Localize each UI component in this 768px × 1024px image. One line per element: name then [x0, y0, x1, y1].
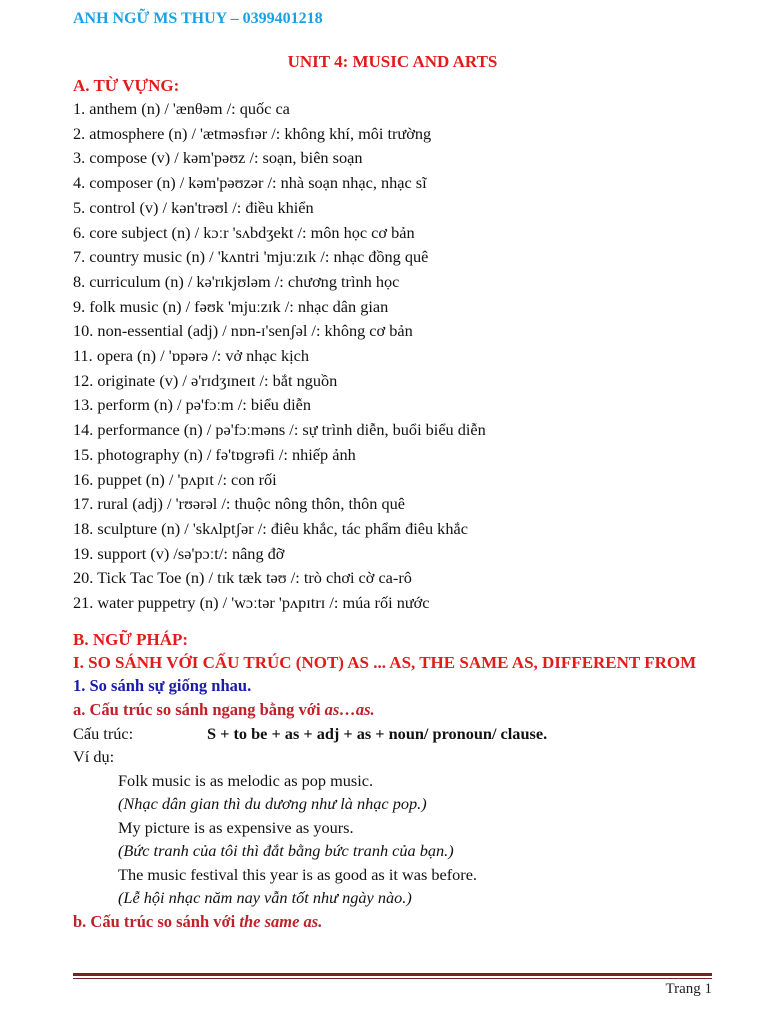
example-vi: (Bức tranh của tôi thì đắt bằng bức tranh của bạn.): [118, 841, 454, 861]
vocab-item: 15. photography (n) / fə'tɒgrəfi /: nhiếp ảnh: [73, 444, 356, 464]
subheading-same-as: [73, 910, 713, 934]
example-vi: (Lễ hội nhạc năm nay vẫn tốt như ngày nào.): [118, 888, 412, 908]
vocab-item: 3. compose (v) / kəm'pəʊz /: soạn, biên soạn: [73, 148, 363, 168]
vocab-item: 10. non-essential (adj) / nɒn-ɪ'senʃəl /: không cơ bản: [73, 321, 413, 341]
page-header: ANH NGỮ MS THUY – 0399401218: [73, 10, 323, 27]
example-en: My picture is as expensive as yours.: [118, 817, 354, 837]
vocab-item: 7. country music (n) / 'kʌntri 'mjuːzɪk /: nhạc đồng quê: [73, 247, 429, 267]
example-en: Folk music is as melodic as pop music.: [118, 770, 374, 790]
page-number: Trang 1: [665, 981, 712, 997]
vocab-item: 8. curriculum (n) / kə'rɪkjʊləm /: chương trình học: [73, 271, 400, 291]
vocab-item: 1. anthem (n) / 'ænθəm /: quốc ca: [73, 99, 290, 118]
vocab-list: [73, 97, 713, 616]
vocab-item: 16. puppet (n) / 'pʌpɪt /: con rối: [73, 469, 277, 489]
vocab-item: 18. sculpture (n) / 'skʌlptʃər /: điêu khắc, tác phẩm điêu khắc: [73, 518, 468, 538]
section-a-heading: A. TỪ VỰNG:: [73, 76, 180, 95]
grammar-heading: I. SO SÁNH VỚI CẤU TRÚC (NOT) AS ... AS, THE SAME AS, DIFFERENT FROM: [73, 652, 697, 672]
vocab-item: 4. composer (n) / kəm'pəʊzər /: nhà soạn nhạc, nhạc sĩ: [73, 173, 427, 193]
example-en: The music festival this year is as good as it was before.: [118, 864, 477, 884]
vocab-item: 2. atmosphere (n) / 'ætməsfɪər /: không khí, môi trường: [73, 123, 432, 143]
subheading-as-as: [73, 698, 713, 722]
example-vi: (Nhạc dân gian thì du dương như là nhạc pop.): [118, 794, 427, 814]
subheading-similarity: 1. So sánh sự giống nhau.: [73, 675, 252, 695]
vocab-item: 5. control (v) / kən'trəʊl /: điều khiển: [73, 197, 314, 217]
vocab-item: 12. originate (v) / ə'rɪdʒɪneɪt /: bắt nguồn: [73, 370, 338, 390]
subheading-as-as-text: a. Cấu trúc so sánh ngang bằng với: [73, 699, 325, 719]
example-label: Ví dụ:: [73, 747, 115, 767]
unit-title: UNIT 4: MUSIC AND ARTS: [287, 52, 498, 71]
vocab-item: 11. opera (n) / 'ɒpərə /: vở nhạc kịch: [73, 346, 309, 366]
subheading-as-as-italic: as…as.: [324, 699, 375, 719]
vocab-item: 21. water puppetry (n) / 'wɔːtər 'pʌpɪtrɪ /: múa rối nước: [73, 593, 430, 613]
footer-rule: [73, 978, 712, 979]
structure-label: Cấu trúc:: [73, 723, 134, 743]
vocab-item: 9. folk music (n) / fəʊk 'mjuːzɪk /: nhạc dân gian: [73, 296, 389, 316]
vocab-item: 20. Tick Tac Toe (n) / tɪk tæk təʊ /: trò chơi cờ ca-rô: [73, 568, 412, 588]
vocab-item: 6. core subject (n) / kɔːr 'sʌbdʒekt /: môn học cơ bản: [73, 222, 415, 242]
footer-rule: [73, 973, 712, 976]
vocab-item: 14. performance (n) / pə'fɔːməns /: sự trình diễn, buổi biểu diễn: [73, 420, 486, 440]
section-b-heading: B. NGỮ PHÁP:: [73, 629, 189, 649]
main-content: [73, 74, 713, 934]
structure-line: [73, 722, 713, 746]
vocab-item: 19. support (v) /sə'pɔːt/: nâng đỡ: [73, 543, 285, 563]
vocab-item: 13. perform (n) / pə'fɔːm /: biểu diễn: [73, 395, 312, 415]
structure-formula: S + to be + as + adj + as + noun/ pronoun/ clause.: [207, 723, 548, 743]
subheading-same-as-italic: the same as.: [239, 911, 323, 931]
subheading-same-as-text: b. Cấu trúc so sánh với: [73, 911, 240, 931]
vocab-item: 17. rural (adj) / 'rʊərəl /: thuộc nông thôn, thôn quê: [73, 494, 405, 514]
